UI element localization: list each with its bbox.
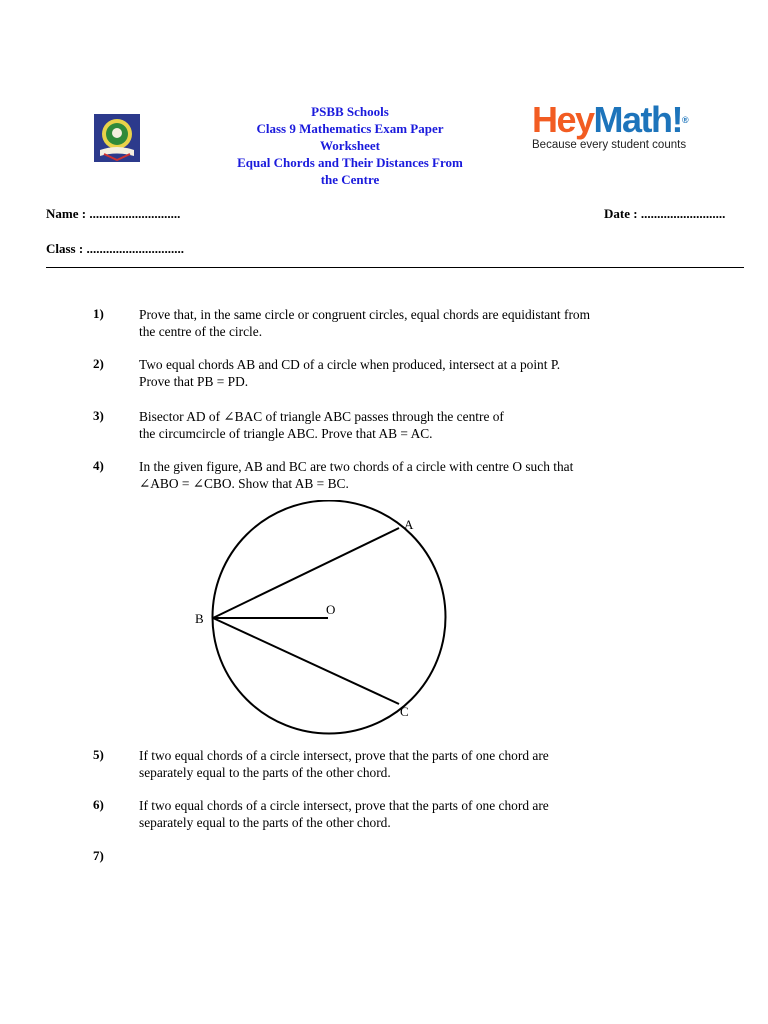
question-3-text [139,408,504,442]
question-5-text [139,747,549,781]
question-3-number: 3) [93,408,104,423]
question-2-line-2: Prove that PB = PD. [139,374,249,389]
label-a: A [404,517,414,532]
label-c: C [400,704,409,719]
brand-hey: Hey [532,99,594,140]
question-5-line-2: separately equal to the parts of the other chord. [139,765,391,780]
question-6-line-2: separately equal to the parts of the other chord. [139,815,391,830]
question-2-text [139,356,560,390]
question-4-line-2: ∠ABO = ∠CBO. Show that AB = BC. [139,476,349,491]
header-topic-line2: the Centre [320,172,380,187]
header-divider [46,267,744,268]
heymath-wordmark [532,100,702,140]
question-6-number: 6) [93,797,104,812]
school-logo [94,114,140,162]
question-1-line-1: Prove that, in the same circle or congruent circles, equal chords are equidistant from [139,307,591,322]
circle-chords-figure [185,500,455,735]
brand-tagline: Because every student counts [532,139,687,151]
question-1-text [139,306,590,340]
question-3-line-1: Bisector AD of ∠BAC of triangle ABC passes through the centre of [139,409,504,424]
question-2-line-1: Two equal chords AB and CD of a circle when produced, intersect at a point P. [139,357,561,372]
question-4-line-1: In the given figure, AB and BC are two chords of a circle with centre O such that [139,459,574,474]
question-6-text [139,797,549,831]
brand-math: Math! [593,99,683,140]
label-o: O [326,602,336,617]
question-5-line-1: If two equal chords of a circle intersect, prove that the parts of one chord are [139,748,549,763]
question-1-number: 1) [93,306,104,321]
question-2-number: 2) [93,356,104,371]
header-school: PSBB Schools [311,104,389,119]
header-exam: Class 9 Mathematics Exam Paper [256,121,444,136]
question-3-line-2: the circumcircle of triangle ABC. Prove that AB = AC. [139,426,433,441]
question-4-text [139,458,573,492]
worksheet-header [200,103,500,188]
label-b: B [195,611,204,626]
chord-bc [213,618,399,704]
question-5-number: 5) [93,747,104,762]
question-1-line-2: the centre of the circle. [139,324,263,339]
heymath-logo [532,100,702,151]
question-7-number: 7) [93,848,104,863]
brand-registered: ® [682,115,689,125]
header-worksheet: Worksheet [320,138,380,153]
question-4-number: 4) [93,458,104,473]
name-field: Name : ............................ [46,206,181,221]
date-field: Date : .......................... [604,206,726,221]
header-topic-line1: Equal Chords and Their Distances From [237,155,463,170]
class-field: Class : .............................. [46,241,184,256]
question-6-line-1: If two equal chords of a circle intersect, prove that the parts of one chord are [139,798,549,813]
